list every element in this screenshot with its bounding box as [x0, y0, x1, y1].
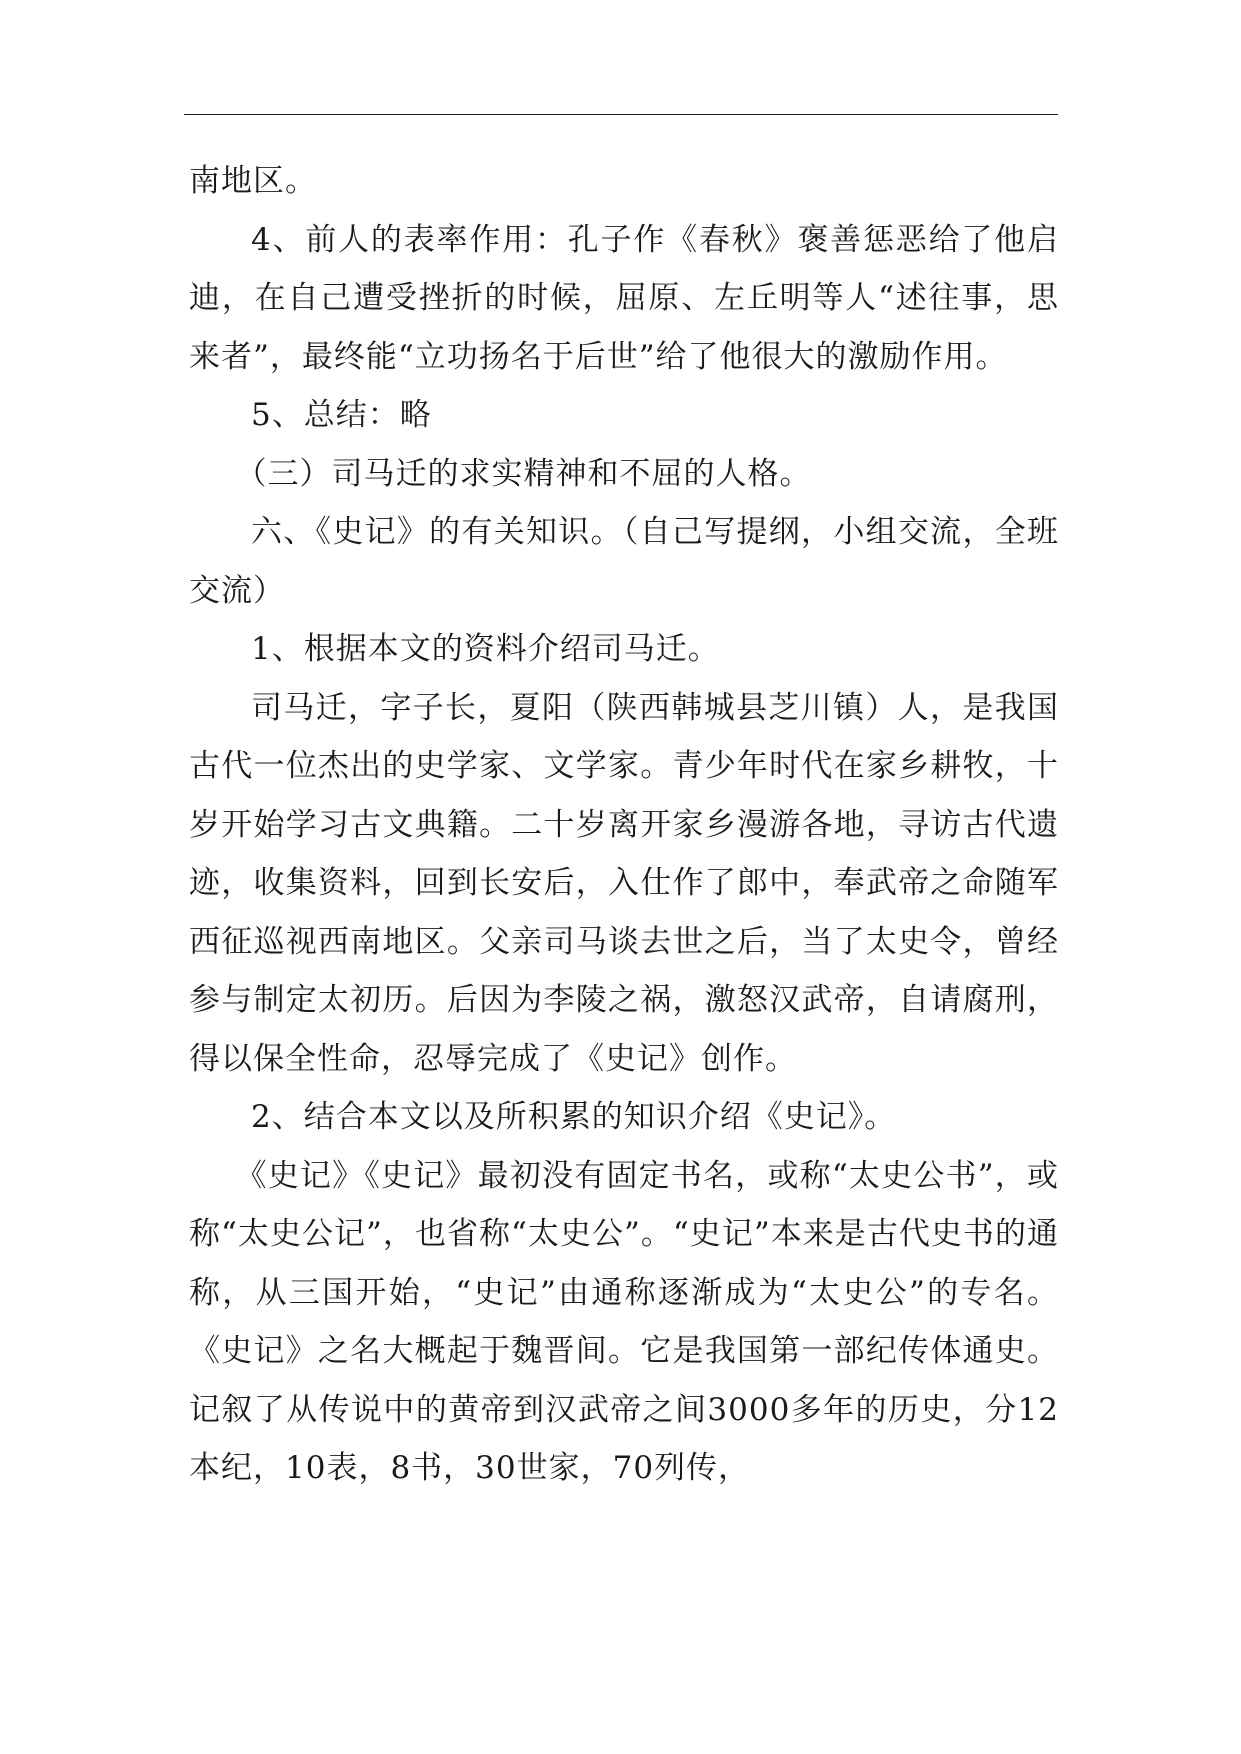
paragraph: 2、结合本文以及所积累的知识介绍《史记》。	[251, 1099, 897, 1135]
paragraph: 1、根据本文的资料介绍司马迁。	[251, 631, 720, 667]
header-rule	[184, 114, 1058, 115]
paragraph: 4、前人的表率作用：孔子作《春秋》褒善惩恶给了他启迪，在自己遭受挫折的时候，屈原、左丘明等人“述往事，思来者”，最终能“立功扬名于后世”给了他很大的激励作用。	[189, 221, 1059, 375]
paragraph: 司马迁，字子长，夏阳（陕西韩城县芝川镇）人，是我国古代一位杰出的史学家、文学家。青少年时代在家乡耕牧，十岁开始学习古文典籍。二十岁离开家乡漫游各地，寻访古代遗迹，收集资料，回到长安后，入仕作了郎中，奉武帝之命随军西征巡视西南地区。父亲司马谈去世之后，当了太史令，曾经参与制定太初历。后因为李陵之祸，激怒汉武帝，自请腐刑，得以保全性命，忍辱完成了《史记》创作。	[189, 689, 1059, 1077]
section-heading: （三）司马迁的求实精神和不屈的人格。	[235, 455, 812, 492]
paragraph: 南地区。	[189, 163, 317, 199]
section-heading: 六、《史记》的有关知识。（自己写提纲，小组交流，全班交流）	[189, 514, 1059, 609]
paragraph: 5、总结：略	[251, 397, 432, 433]
document-body	[189, 152, 1059, 1498]
paragraph: 《史记》《史记》最初没有固定书名，或称“太史公书”，或称“太史公记”，也省称“太史公”。“史记”本来是古代史书的通称，从三国开始，“史记”由通称逐渐成为“太史公”的专名。《史记》之名大概起于魏晋间。它是我国第一部纪传体通史。记叙了从传说中的黄帝到汉武帝之间3000多年的历史，分12本纪，10表，8书，30世家，70列传，	[189, 1157, 1059, 1486]
